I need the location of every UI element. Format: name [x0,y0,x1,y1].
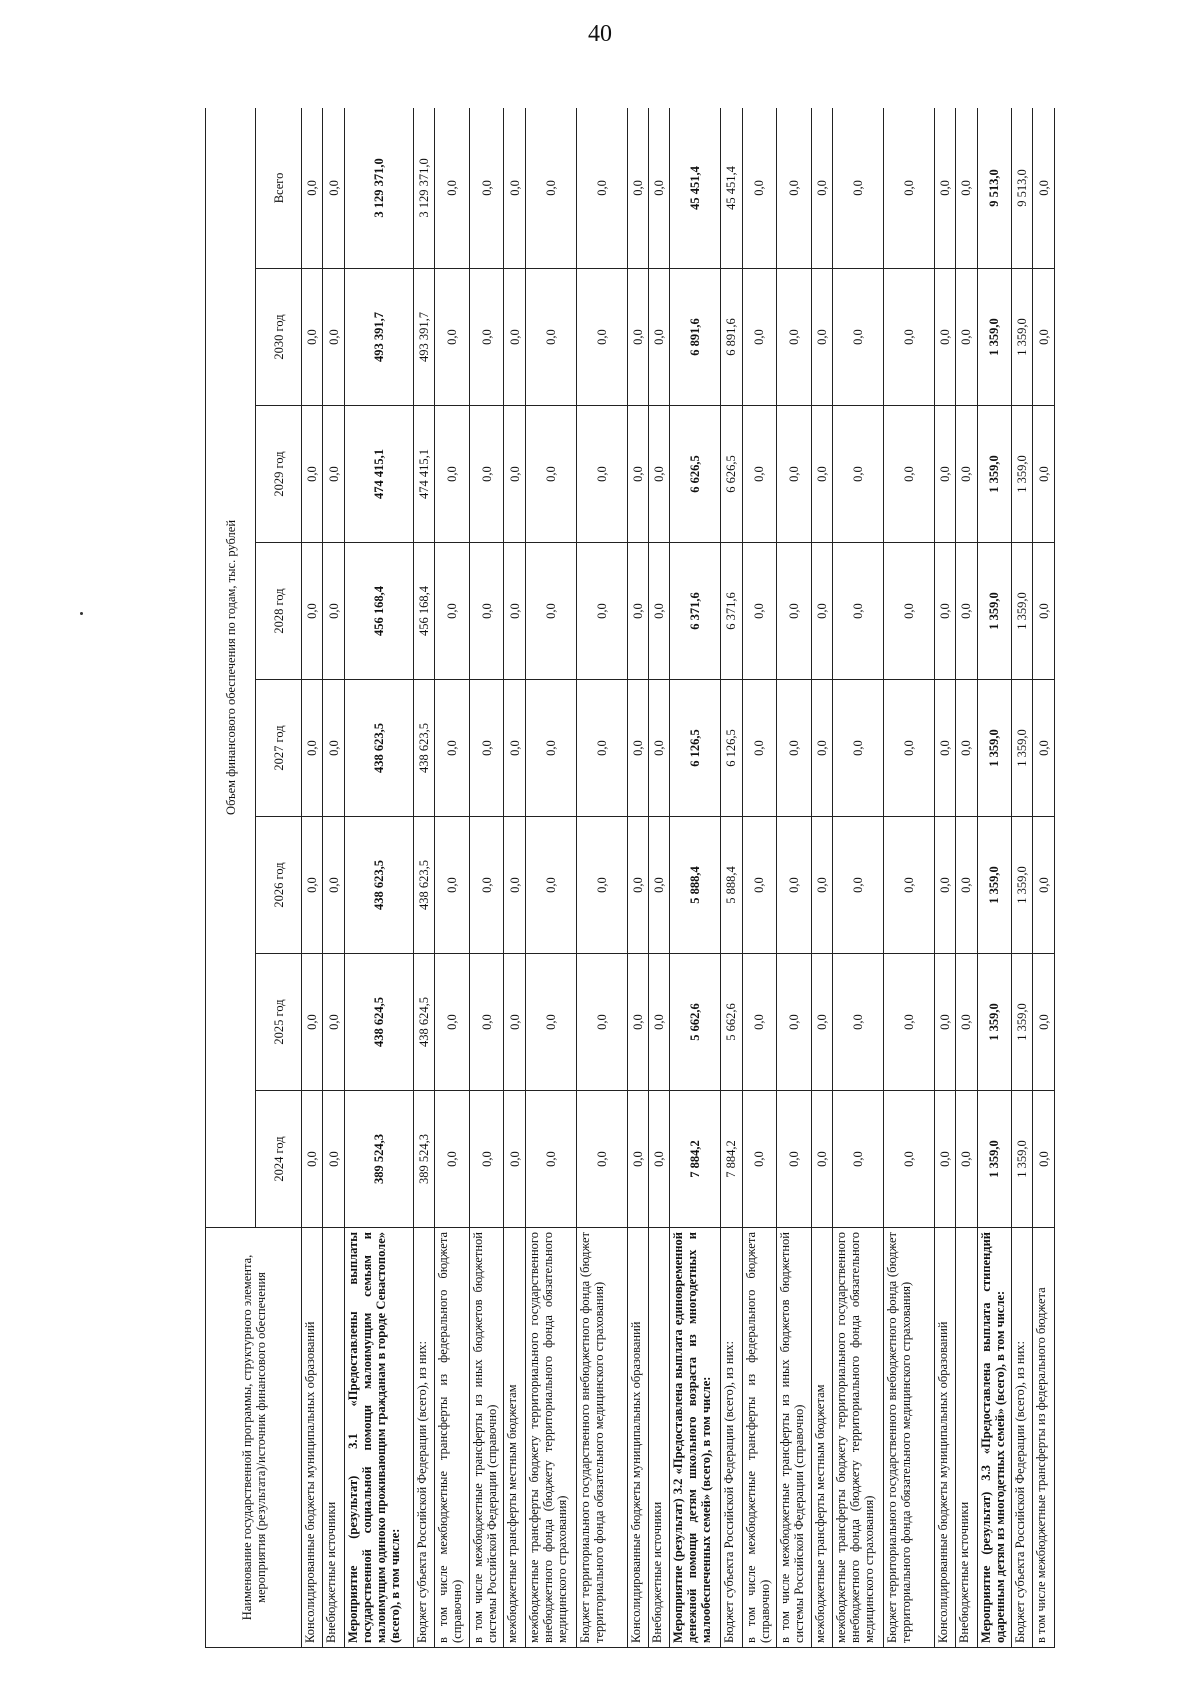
year-value-cell: 0,0 [883,954,934,1091]
funding-table [205,108,1055,1648]
year-value-cell: 0,0 [469,817,504,954]
year-value-cell: 1 359,0 [977,680,1012,817]
page-number: 40 [588,21,612,47]
table-row [1033,108,1055,1648]
year-value-cell: 0,0 [956,954,977,1091]
year-value-cell: 0,0 [525,817,576,954]
row-name-cell: в том числе межбюджетные трансферты из федерального бюджета (справочно) [742,1228,777,1648]
year-value-cell: 0,0 [648,680,669,817]
table-row [742,108,777,1648]
row-name-cell: в том числе межбюджетные трансферты из федерального бюджета (справочно) [435,1228,470,1648]
total-cell: 0,0 [627,108,648,269]
rotated-table-frame [205,108,1055,1648]
year-value-cell: 0,0 [777,954,812,1091]
row-name-cell: Мероприятие (результат) 3.3 «Предоставлена выплата стипендий одаренным детям из многодетных семей» (всего), в том числе: [977,1228,1012,1648]
header-name-column: Наименование государственной программы, структурного элемента, мероприятия (результата)/источник финансового обеспечения [206,1228,302,1648]
year-value-cell: 0,0 [525,406,576,543]
scan-dot [80,612,83,615]
year-value-cell: 0,0 [1033,543,1055,680]
year-value-cell: 6 626,5 [721,406,742,543]
year-value-cell: 0,0 [435,680,470,817]
total-cell: 0,0 [435,108,470,269]
year-value-cell: 0,0 [576,269,627,406]
row-name-cell: Бюджет территориального государственного внебюджетного фонда (бюджет территориального фонда обязательного медицинского страхования) [883,1228,934,1648]
year-value-cell: 5 662,6 [721,954,742,1091]
total-cell: 0,0 [811,108,832,269]
year-value-cell: 0,0 [777,680,812,817]
year-value-cell: 474 415,1 [413,406,434,543]
year-value-cell: 0,0 [525,269,576,406]
row-name-cell: Бюджет субъекта Российской Федерации (всего), из них: [721,1228,742,1648]
year-value-cell: 0,0 [576,1091,627,1228]
total-cell: 0,0 [833,108,884,269]
table-row [344,108,413,1648]
year-value-cell: 0,0 [469,954,504,1091]
year-value-cell: 0,0 [811,817,832,954]
year-value-cell: 0,0 [469,1091,504,1228]
year-value-cell: 0,0 [934,543,955,680]
total-cell: 3 129 371,0 [344,108,413,269]
year-value-cell: 0,0 [504,543,525,680]
year-value-cell: 0,0 [811,543,832,680]
header-year: 2029 год [256,406,302,543]
year-value-cell: 1 359,0 [977,406,1012,543]
year-value-cell: 0,0 [742,406,777,543]
year-value-cell: 0,0 [956,269,977,406]
year-value-cell: 0,0 [323,1091,344,1228]
table-row [1012,108,1033,1648]
year-value-cell: 0,0 [435,954,470,1091]
year-value-cell: 0,0 [648,1091,669,1228]
year-value-cell: 0,0 [1033,680,1055,817]
year-value-cell: 0,0 [811,680,832,817]
year-value-cell: 0,0 [504,680,525,817]
header-year: 2027 год [256,680,302,817]
year-value-cell: 0,0 [777,406,812,543]
year-value-cell: 1 359,0 [977,817,1012,954]
year-value-cell: 0,0 [934,954,955,1091]
year-value-cell: 0,0 [833,954,884,1091]
year-value-cell: 0,0 [435,817,470,954]
total-cell: 45 451,4 [721,108,742,269]
year-value-cell: 0,0 [883,680,934,817]
year-value-cell: 0,0 [576,406,627,543]
year-value-cell: 438 624,5 [413,954,434,1091]
row-name-cell: Внебюджетные источники [956,1228,977,1648]
header-year: 2024 год [256,1091,302,1228]
year-value-cell: 0,0 [811,406,832,543]
total-cell: 0,0 [742,108,777,269]
total-cell: 0,0 [883,108,934,269]
year-value-cell: 0,0 [742,269,777,406]
total-cell: 0,0 [648,108,669,269]
table-row [934,108,955,1648]
year-value-cell: 0,0 [883,1091,934,1228]
year-value-cell: 0,0 [956,680,977,817]
total-cell: 9 513,0 [1012,108,1033,269]
year-value-cell: 0,0 [627,680,648,817]
row-name-cell: Консолидированные бюджеты муниципальных образований [934,1228,955,1648]
year-value-cell: 0,0 [956,406,977,543]
year-value-cell: 0,0 [525,680,576,817]
year-value-cell: 493 391,7 [344,269,413,406]
year-value-cell: 5 662,6 [670,954,721,1091]
year-value-cell: 1 359,0 [1012,269,1033,406]
year-value-cell: 0,0 [504,1091,525,1228]
year-value-cell: 0,0 [1033,954,1055,1091]
total-cell: 0,0 [576,108,627,269]
year-value-cell: 0,0 [435,1091,470,1228]
year-value-cell: 0,0 [525,543,576,680]
year-value-cell: 0,0 [742,954,777,1091]
year-value-cell: 0,0 [469,406,504,543]
row-name-cell: Мероприятие (результат) 3.1 «Предоставлены выплаты государственной социальной помощи малоимущим семьям и малоимущим одиноко проживающим гражданам в городе Севастополе» (всего), в том числе: [344,1228,413,1648]
total-cell: 0,0 [777,108,812,269]
year-value-cell: 0,0 [777,543,812,680]
year-value-cell: 1 359,0 [977,1091,1012,1228]
total-cell: 0,0 [934,108,955,269]
table-row [883,108,934,1648]
row-name-cell: Бюджет субъекта Российской Федерации (всего), из них: [1012,1228,1033,1648]
year-value-cell: 1 359,0 [977,954,1012,1091]
year-value-cell: 7 884,2 [670,1091,721,1228]
year-value-cell: 0,0 [302,817,323,954]
table-row [670,108,721,1648]
year-value-cell: 0,0 [1033,406,1055,543]
table-row [576,108,627,1648]
total-cell: 0,0 [302,108,323,269]
year-value-cell: 0,0 [504,269,525,406]
year-value-cell: 0,0 [627,817,648,954]
year-value-cell: 0,0 [777,269,812,406]
row-name-cell: в том числе межбюджетные трансферты из федерального бюджета [1033,1228,1055,1648]
table-row [833,108,884,1648]
year-value-cell: 0,0 [1033,817,1055,954]
total-cell: 0,0 [1033,108,1055,269]
year-value-cell: 389 524,3 [413,1091,434,1228]
year-value-cell: 0,0 [934,1091,955,1228]
year-value-cell: 0,0 [811,1091,832,1228]
year-value-cell: 0,0 [525,1091,576,1228]
year-value-cell: 0,0 [469,269,504,406]
year-value-cell: 0,0 [934,269,955,406]
row-name-cell: Внебюджетные источники [323,1228,344,1648]
year-value-cell: 493 391,7 [413,269,434,406]
year-value-cell: 0,0 [777,817,812,954]
year-value-cell: 0,0 [504,954,525,1091]
total-cell: 0,0 [323,108,344,269]
year-value-cell: 0,0 [777,1091,812,1228]
year-value-cell: 0,0 [833,1091,884,1228]
year-value-cell: 0,0 [323,954,344,1091]
year-value-cell: 0,0 [576,817,627,954]
year-value-cell: 0,0 [833,269,884,406]
header-year: 2025 год [256,954,302,1091]
year-value-cell: 0,0 [302,269,323,406]
year-value-cell: 0,0 [435,269,470,406]
year-value-cell: 438 624,5 [344,954,413,1091]
year-value-cell: 5 888,4 [721,817,742,954]
row-name-cell: межбюджетные трансферты местным бюджетам [811,1228,832,1648]
year-value-cell: 0,0 [742,543,777,680]
header-year: 2030 год [256,269,302,406]
year-value-cell: 0,0 [934,406,955,543]
year-value-cell: 0,0 [648,954,669,1091]
row-name-cell: межбюджетные трансферты местным бюджетам [504,1228,525,1648]
year-value-cell: 0,0 [323,406,344,543]
year-value-cell: 389 524,3 [344,1091,413,1228]
year-value-cell: 0,0 [323,543,344,680]
year-value-cell: 0,0 [302,680,323,817]
year-value-cell: 0,0 [302,954,323,1091]
year-value-cell: 1 359,0 [1012,954,1033,1091]
header-year: 2028 год [256,543,302,680]
table-row [811,108,832,1648]
year-value-cell: 0,0 [1033,269,1055,406]
table-row [721,108,742,1648]
year-value-cell: 0,0 [435,543,470,680]
row-name-cell: Мероприятие (результат) 3.2 «Предоставлена выплата единовременной денежной помощи детям школьного возраста из многодетных и малообеспеченных семей» (всего), в том числе: [670,1228,721,1648]
rotated-table-container [205,108,1055,1648]
year-value-cell: 0,0 [833,817,884,954]
row-name-cell: Консолидированные бюджеты муниципальных образований [627,1228,648,1648]
year-value-cell: 0,0 [742,1091,777,1228]
year-value-cell: 5 888,4 [670,817,721,954]
year-value-cell: 438 623,5 [344,817,413,954]
year-value-cell: 0,0 [956,817,977,954]
year-value-cell: 1 359,0 [977,543,1012,680]
year-value-cell: 0,0 [323,680,344,817]
row-name-cell: Бюджет субъекта Российской Федерации (всего), из них: [413,1228,434,1648]
table-row [977,108,1012,1648]
total-cell: 45 451,4 [670,108,721,269]
year-value-cell: 6 891,6 [721,269,742,406]
year-value-cell: 0,0 [1033,1091,1055,1228]
year-value-cell: 456 168,4 [344,543,413,680]
year-value-cell: 0,0 [302,543,323,680]
header-total: Всего [256,108,302,269]
table-row [435,108,470,1648]
header-funding-group: Объем финансового обеспечения по годам, тыс. рублей [206,108,256,1228]
year-value-cell: 6 371,6 [670,543,721,680]
table-row [627,108,648,1648]
row-name-cell: в том числе межбюджетные трансферты из иных бюджетов бюджетной системы Российской Федерации (справочно) [777,1228,812,1648]
year-value-cell: 0,0 [934,680,955,817]
year-value-cell: 0,0 [648,817,669,954]
year-value-cell: 0,0 [504,817,525,954]
table-row [648,108,669,1648]
year-value-cell: 1 359,0 [1012,817,1033,954]
year-value-cell: 0,0 [627,406,648,543]
total-cell: 0,0 [525,108,576,269]
year-value-cell: 438 623,5 [413,817,434,954]
total-cell: 9 513,0 [977,108,1012,269]
row-name-cell: Бюджет территориального государственного внебюджетного фонда (бюджет территориального фонда обязательного медицинского страхования) [576,1228,627,1648]
year-value-cell: 1 359,0 [1012,406,1033,543]
year-value-cell: 0,0 [469,680,504,817]
row-name-cell: Внебюджетные источники [648,1228,669,1648]
row-name-cell: межбюджетные трансферты бюджету территориального государственного внебюджетного фонда (бюджету территориального фонда обязательного медицинского страхования) [525,1228,576,1648]
year-value-cell: 0,0 [956,1091,977,1228]
year-value-cell: 0,0 [504,406,525,543]
year-value-cell: 6 371,6 [721,543,742,680]
year-value-cell: 0,0 [323,817,344,954]
row-name-cell: межбюджетные трансферты бюджету территориального государственного внебюджетного фонда (бюджету территориального фонда обязательного медицинского страхования) [833,1228,884,1648]
total-cell: 0,0 [504,108,525,269]
year-value-cell: 0,0 [627,269,648,406]
total-cell: 0,0 [956,108,977,269]
table-row [956,108,977,1648]
year-value-cell: 0,0 [302,406,323,543]
year-value-cell: 0,0 [323,269,344,406]
year-value-cell: 0,0 [576,680,627,817]
year-value-cell: 0,0 [811,954,832,1091]
row-name-cell: в том числе межбюджетные трансферты из иных бюджетов бюджетной системы Российской Федерации (справочно) [469,1228,504,1648]
year-value-cell: 456 168,4 [413,543,434,680]
year-value-cell: 0,0 [956,543,977,680]
year-value-cell: 0,0 [435,406,470,543]
table-row [302,108,323,1648]
year-value-cell: 6 126,5 [670,680,721,817]
year-value-cell: 0,0 [742,817,777,954]
year-value-cell: 0,0 [627,1091,648,1228]
year-value-cell: 1 359,0 [1012,680,1033,817]
year-value-cell: 0,0 [742,680,777,817]
year-value-cell: 0,0 [648,543,669,680]
year-value-cell: 0,0 [883,406,934,543]
year-value-cell: 0,0 [525,954,576,1091]
table-row [504,108,525,1648]
year-value-cell: 1 359,0 [977,269,1012,406]
year-value-cell: 474 415,1 [344,406,413,543]
year-value-cell: 0,0 [934,817,955,954]
table-row [323,108,344,1648]
table-row [469,108,504,1648]
year-value-cell: 0,0 [883,817,934,954]
year-value-cell: 0,0 [576,543,627,680]
year-value-cell: 1 359,0 [1012,543,1033,680]
year-value-cell: 0,0 [648,269,669,406]
year-value-cell: 6 126,5 [721,680,742,817]
year-value-cell: 0,0 [883,543,934,680]
year-value-cell: 0,0 [833,680,884,817]
year-value-cell: 438 623,5 [344,680,413,817]
table-row [525,108,576,1648]
table-body [302,108,1055,1648]
year-value-cell: 0,0 [627,954,648,1091]
year-value-cell: 6 626,5 [670,406,721,543]
table-row [413,108,434,1648]
year-value-cell: 0,0 [833,543,884,680]
year-value-cell: 7 884,2 [721,1091,742,1228]
year-value-cell: 6 891,6 [670,269,721,406]
year-value-cell: 0,0 [627,543,648,680]
year-value-cell: 0,0 [469,543,504,680]
year-value-cell: 0,0 [648,406,669,543]
total-cell: 3 129 371,0 [413,108,434,269]
year-value-cell: 438 623,5 [413,680,434,817]
year-value-cell: 0,0 [811,269,832,406]
header-year: 2026 год [256,817,302,954]
year-value-cell: 1 359,0 [1012,1091,1033,1228]
year-value-cell: 0,0 [883,269,934,406]
row-name-cell: Консолидированные бюджеты муниципальных образований [302,1228,323,1648]
total-cell: 0,0 [469,108,504,269]
year-value-cell: 0,0 [302,1091,323,1228]
year-value-cell: 0,0 [833,406,884,543]
table-row [777,108,812,1648]
year-value-cell: 0,0 [576,954,627,1091]
